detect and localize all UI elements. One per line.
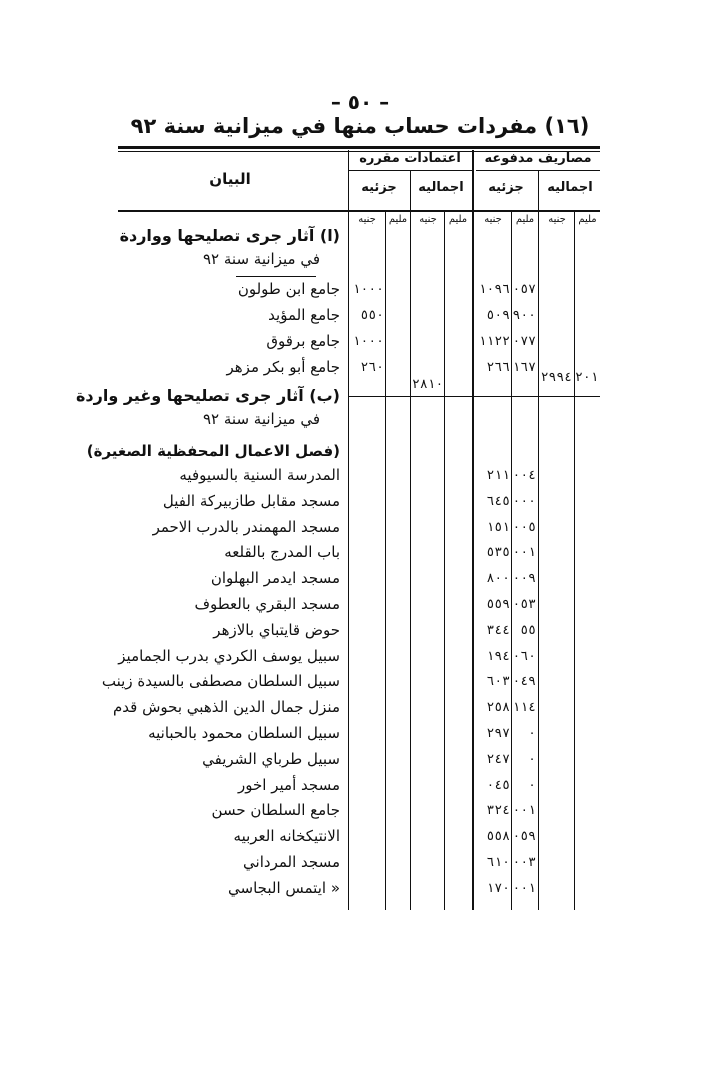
rows_b-item-paid-mil: ٠ xyxy=(528,777,536,793)
rows_a-item-name: جامع أبو بكر مزهر xyxy=(226,358,340,376)
rows_b-item-paid-pound: ١٧٠ xyxy=(486,880,510,896)
section-b-subtitle: في ميزانية سنة ٩٢ xyxy=(203,410,320,428)
rows_b-item-paid-pound: ٦٠٣ xyxy=(486,674,510,690)
rows_b-item-paid-mil: ٠٠٠ xyxy=(512,493,536,509)
rows_b-item-name: حوض قايتباي بالازهر xyxy=(213,620,340,639)
rows_b-item-paid-pound: ٢٤٧ xyxy=(486,751,510,767)
header-paid-partial: جزئيه xyxy=(488,180,524,195)
rows_a-item-paid-pound: ٥٠٩ xyxy=(486,308,510,323)
rows_b-item-paid-mil: ٠٠١ xyxy=(512,803,536,819)
rows_a-item-paid-pound: ٢٦٦ xyxy=(486,360,510,375)
rows_b-item-name: سبيل السلطان محمود بالحبانيه xyxy=(148,724,340,742)
rows_a-item-paid-mil: ٠٥٧ xyxy=(512,282,536,297)
rows_b-item-paid-pound: ٢٩٧ xyxy=(486,726,510,741)
col-divider-credit-total-inner xyxy=(444,212,445,910)
total-a-paid-mil: ٢٠١ xyxy=(575,370,599,385)
rows_b-item-paid-mil: ٠٥٩ xyxy=(512,829,536,845)
header-paid-total: اجماليه xyxy=(547,180,593,195)
rows_b-item-name: جامع السلطان حسن xyxy=(211,801,340,820)
rows_b-item-name: الانتيكخانه العربيه xyxy=(233,827,340,846)
rows_a-item-name: جامع برقوق xyxy=(266,332,340,350)
rows_b-item-paid-pound: ١٥١ xyxy=(486,519,510,535)
rows_b-item-paid-mil: ١١٤ xyxy=(512,700,536,716)
unit-paid-total-pound: جنيه xyxy=(548,214,566,225)
rows_a-item-credit: ٢٦٠ xyxy=(360,360,384,375)
rows_b-item-paid-pound: ٦١٠ xyxy=(486,855,510,870)
top-double-rule xyxy=(118,146,600,149)
rows_b-item-paid-pound: ٥٥٩ xyxy=(486,597,510,612)
unit-paid-partial-mil: مليم xyxy=(515,214,535,225)
header-approved-credits: اعتمادات مقرره xyxy=(359,151,461,166)
header-description: البيان xyxy=(209,170,251,188)
section-b-group: (فصل الاعمال المحفظية الصغيرة) xyxy=(86,442,340,460)
rows_b-item-paid-mil: ٥٥ xyxy=(520,622,536,638)
rows_b-item-paid-mil: ٠٠٥ xyxy=(512,519,536,535)
unit-credit-partial-mil: مليم xyxy=(388,214,408,225)
rows_b-item-name: مسجد البقري بالعطوف xyxy=(194,595,340,613)
rows_b-item-name: سبيل طرباي الشريفي xyxy=(202,749,340,768)
rows_a-item-paid-mil: ١٦٧ xyxy=(512,360,536,375)
section-a-subtitle: في ميزانية سنة ٩٢ xyxy=(203,250,320,268)
totals-a-rule xyxy=(348,396,600,397)
rows_a-item-name: جامع المؤيد xyxy=(268,306,340,324)
rows_b-item-paid-mil: ٠٠٤ xyxy=(512,468,536,483)
rows_b-item-paid-pound: ٥٥٨ xyxy=(486,829,510,845)
rows_a-item-credit: ٥٥٠ xyxy=(360,308,384,323)
rows_b-item-paid-mil: ٠ xyxy=(528,751,536,767)
rows_b-item-name: سبيل السلطان مصطفى بالسيدة زينب xyxy=(101,672,340,691)
section-a-underline xyxy=(236,276,316,277)
page-title: (١٦) مفردات حساب منها في ميزانية سنة ٩٢ xyxy=(130,114,590,138)
rows_b-item-name: منزل جمال الدين الذهبي بحوش قدم xyxy=(113,698,340,717)
col-divider-paid-total-inner xyxy=(574,212,575,910)
rows_b-item-paid-pound: ٥٣٥ xyxy=(486,545,510,561)
rows_b-item-name: المدرسة السنية بالسيوفيه xyxy=(179,466,340,484)
rows_b-item-paid-pound: ٦٤٥ xyxy=(486,493,510,509)
rows_a-item-paid-mil: ٠٧٧ xyxy=(512,334,536,349)
rows_b-item-name: مسجد أمير اخور xyxy=(238,775,340,794)
total-a-paid-pound: ٢٩٩٤ xyxy=(540,370,572,385)
unit-credit-total-mil: مليم xyxy=(448,214,468,225)
unit-paid-total-mil: مليم xyxy=(578,214,597,225)
col-divider-paid-mid xyxy=(538,170,539,910)
rows_b-item-paid-pound: ٨٠٠ xyxy=(486,571,510,587)
header-credit-total: اجماليه xyxy=(418,180,464,195)
rows_a-item-paid-mil: ٩٠٠ xyxy=(512,308,536,323)
rows_a-item-name: جامع ابن طولون xyxy=(237,280,340,298)
col-divider-desc xyxy=(348,150,349,910)
col-divider-credit-partial-inner xyxy=(385,212,386,910)
rows_b-item-name: مسجد المهمندر بالدرب الاحمر xyxy=(152,517,340,536)
rows_a-item-credit: ١٠٠٠ xyxy=(352,282,384,297)
section-b-title: (ب) آثار جرى تصليحها وغير واردة xyxy=(75,386,340,405)
col-divider-credit-mid xyxy=(410,170,411,910)
rows_b-item-paid-mil: ٠٦٠ xyxy=(512,648,536,664)
rows_b-item-paid-mil: ٠٠١ xyxy=(512,545,536,561)
rows_b-item-paid-pound: ٠٤٥ xyxy=(486,777,510,793)
rows_b-item-name: سبيل يوسف الكردي بدرب الجماميز xyxy=(118,646,340,665)
rows_b-item-paid-pound: ٢٥٨ xyxy=(486,700,510,716)
section-a-title: (ا) آثار جرى تصليحها وواردة xyxy=(119,226,340,245)
rows_b-item-paid-mil: ٠٥٣ xyxy=(512,597,536,612)
rows_b-item-paid-mil: ٠ xyxy=(528,726,536,741)
rows_a-item-paid-pound: ١٠٩٦ xyxy=(478,282,510,297)
header-bottom-rule xyxy=(118,210,600,212)
rows_a-item-credit: ١٠٠٠ xyxy=(352,334,384,349)
rows_b-item-name: مسجد ايدمر البهلوان xyxy=(210,569,340,588)
rows_b-item-name: مسجد مقابل طازبيركة الفيل xyxy=(162,491,340,510)
rows_b-item-name: « ايتمس البجاسي xyxy=(228,878,340,897)
rows_b-item-paid-mil: ٠٠٩ xyxy=(512,571,536,587)
rows_b-item-name: باب المدرج بالقلعه xyxy=(224,543,340,562)
unit-paid-partial-pound: جنيه xyxy=(484,214,502,225)
unit-credit-partial-pound: جنيه xyxy=(358,214,376,225)
rows_b-item-paid-mil: ٠٠٣ xyxy=(512,855,536,870)
page-number: – ٥٠ – xyxy=(330,90,390,114)
rows_b-item-name: مسجد المرداني xyxy=(243,853,340,871)
rows_b-item-paid-pound: ١٩٤ xyxy=(486,648,510,664)
total-a-credit: ٢٨١٠ xyxy=(412,377,444,392)
header-credit-partial: جزئيه xyxy=(361,180,397,195)
rows_b-item-paid-mil: ٠٠١ xyxy=(512,880,536,896)
rows_a-item-paid-pound: ١١٢٢ xyxy=(478,334,510,349)
unit-credit-total-pound: جنيه xyxy=(419,214,437,225)
rows_b-item-paid-pound: ٢١١ xyxy=(486,468,510,483)
rows_b-item-paid-pound: ٣٢٤ xyxy=(486,803,510,819)
rows_b-item-paid-mil: ٠٤٩ xyxy=(512,674,536,690)
header-paid-expenses: مصاريف مدفوعه xyxy=(484,151,592,166)
col-divider-groups xyxy=(472,150,474,910)
rows_b-item-paid-pound: ٣٤٤ xyxy=(486,622,510,638)
